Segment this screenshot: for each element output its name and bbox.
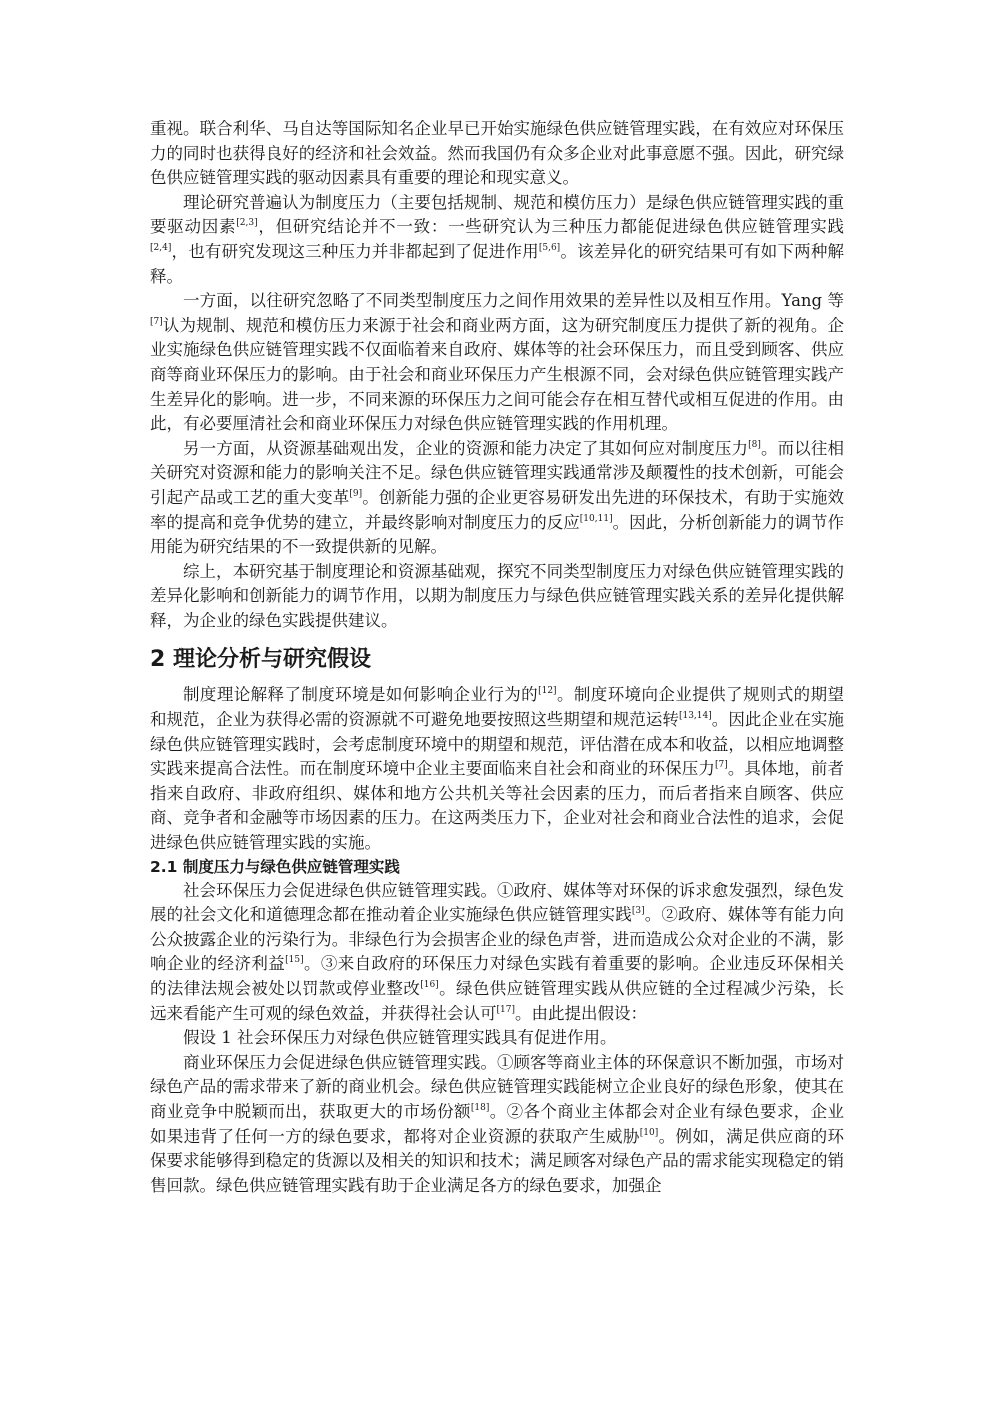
text-run: 认为规制、规范和模仿压力来源于社会和商业两方面，这为研究制度压力提供了新的视角。企业实施绿色供应链管理实践不仅面临着来自政府、媒体等的社会环保压力，而且受到顾客、供应商等商业环保压力的影响。由于社会和商业环保压力产生根源不同，会对绿色供应链管理实践产生差异化的影响。进一步，不同来源的环保压力之间可能会存在相互替代或相互促进的作用。由此，有必要厘清社会和商业环保压力对绿色供应链管理实践的作用机理。: [150, 315, 844, 434]
section-title: 2 理论分析与研究假设: [150, 647, 371, 673]
text-run: 假设 1 社会环保压力对绿色供应链管理实践具有促进作用。: [183, 1028, 617, 1048]
citation: [15]: [285, 955, 304, 966]
text-run: 理论研究普遍认为制度压力（主要包括规制、规范和模仿压力）是绿色供应链管理实践的重要驱动因素: [150, 192, 844, 237]
citation: [18]: [470, 1102, 490, 1113]
text-run: 另一方面，从资源基础观出发，企业的资源和能力决定了其如何应对制度压力: [183, 438, 749, 458]
paragraph-other-side: [150, 437, 844, 560]
citation: [16]: [420, 979, 439, 990]
citation: [2,3]: [236, 218, 258, 229]
text-run: 商业环保压力会促进绿色供应链管理实践。①顾客等商业主体的环保意识不断加强，市场对绿色产品的需求带来了新的商业机会。绿色供应链管理实践能树立企业良好的绿色形象，使其在商业竞争中脱颖而出，获取更大的市场份额: [150, 1052, 844, 1121]
text-run: 重视。联合利华、马自达等国际知名企业早已开始实施绿色供应链管理实践，在有效应对环保压力的同时也获得良好的经济和社会效益。然而我国仍有众多企业对此事意愿不强。因此，研究绿色供应链管理实践的驱动因素具有重要的理论和现实意义。: [150, 119, 844, 188]
citation: [8]: [748, 439, 761, 450]
text-run: 。绿色供应链管理实践从供应链的全过程减少污染，长远来看能产生可观的绿色效益，并获得社会认可: [150, 979, 845, 1023]
citation: [10]: [639, 1127, 659, 1138]
paragraph-institutional-pressure: [150, 191, 844, 289]
citation: [12]: [538, 686, 557, 697]
text-run: 。由此提出假设：: [514, 1003, 647, 1023]
text-run: 。而以往相关研究对资源和能力的影响关注不足。绿色供应链管理实践通常涉及颠覆性的技术创新，可能会引起产品或工艺的重大变革: [150, 438, 845, 507]
citation: [13,14]: [678, 710, 712, 721]
text-run: 。该差异化的研究结果可有如下两种解释。: [150, 241, 845, 286]
text-run: 。因此企业在实施绿色供应链管理实践时，会考虑制度环境中的期望和规范，评估潜在成本和收益，以相应地调整实践来提高合法性。而在制度环境中企业主要面临来自社会和商业的环保压力: [150, 710, 845, 779]
citation: [2,4]: [150, 242, 172, 253]
text-run: ，但研究结论并不一致：一些研究认为三种压力都能促进绿色供应链管理实践: [257, 217, 845, 237]
paragraph-business-pressure: [150, 1051, 844, 1199]
subsection-title: 2.1 制度压力与绿色供应链管理实践: [150, 857, 400, 876]
text-run: 制度理论解释了制度环境是如何影响企业行为的: [183, 685, 539, 705]
page-body: [150, 117, 844, 1198]
paragraph-institutional-theory: [150, 683, 844, 855]
text-run: 。例如，满足供应商的环保要求能够得到稳定的货源以及相关的知识和技术；满足顾客对绿色产品的需求能实现稳定的销售回款。绿色供应链管理实践有助于企业满足各方的绿色要求，加强企: [150, 1126, 845, 1195]
hypothesis-1: [150, 1026, 844, 1051]
text-run: 综上，本研究基于制度理论和资源基础观，探究不同类型制度压力对绿色供应链管理实践的差异化影响和创新能力的调节作用，以期为制度压力与绿色供应链管理实践关系的差异化提供解释，为企业的绿色实践提供建议。: [150, 561, 844, 630]
paragraph-social-pressure: [150, 879, 844, 1027]
text-run: 一方面，以往研究忽略了不同类型制度压力之间作用效果的差异性以及相互作用。Yang 等: [183, 291, 844, 311]
citation: [10,11]: [579, 513, 613, 524]
text-run: 。③来自政府的环保压力对绿色实践有着重要的影响。企业违反环保相关的法律法规会被处以罚款或停业整改: [150, 954, 845, 998]
text-run: 。②政府、媒体等有能力向公众披露企业的污染行为。非绿色行为会损害企业的绿色声誉，进而造成公众对企业的不满，影响企业的经济利益: [150, 905, 845, 974]
text-run: 。具体地，前者指来自政府、非政府组织、媒体和地方公共机关等社会因素的压力，而后者指来自顾客、供应商、竞争者和金融等市场因素的压力。在这两类压力下，企业对社会和商业合法性的追求，会促进绿色供应链管理实践的实施。: [150, 759, 845, 853]
text-run: 。因此，分析创新能力的调节作用能为研究结果的不一致提供新的见解。: [150, 512, 845, 557]
text-run: 社会环保压力会促进绿色供应链管理实践。①政府、媒体等对环保的诉求愈发强烈，绿色发展的社会文化和道德理念都在推动着企业实施绿色供应链管理实践: [150, 880, 844, 925]
text-run: 。创新能力强的企业更容易研发出先进的环保技术，有助于实施效率的提高和竞争优势的建立，并最终影响对制度压力的反应: [150, 487, 845, 532]
citation: [7]: [714, 760, 728, 771]
text-run: 。制度环境向企业提供了规则式的期望和规范，企业为获得必需的资源就不可避免地要按照这些期望和规范运转: [150, 685, 845, 730]
text-run: 。②各个商业主体都会对企业有绿色要求，企业如果违背了任何一方的绿色要求，都将对企业资源的获取产生威胁: [150, 1101, 845, 1146]
paragraph-one-side: [150, 289, 844, 437]
text-run: ，也有研究发现这三种压力并非都起到了促进作用: [171, 241, 539, 261]
citation: [7]: [150, 316, 163, 327]
citation: [9]: [349, 488, 363, 499]
paragraph-intro-continued: [150, 117, 844, 191]
paragraph-summary: [150, 560, 844, 634]
citation: [17]: [496, 1004, 515, 1015]
citation: [3]: [631, 906, 645, 917]
citation: [5,6]: [538, 242, 561, 253]
